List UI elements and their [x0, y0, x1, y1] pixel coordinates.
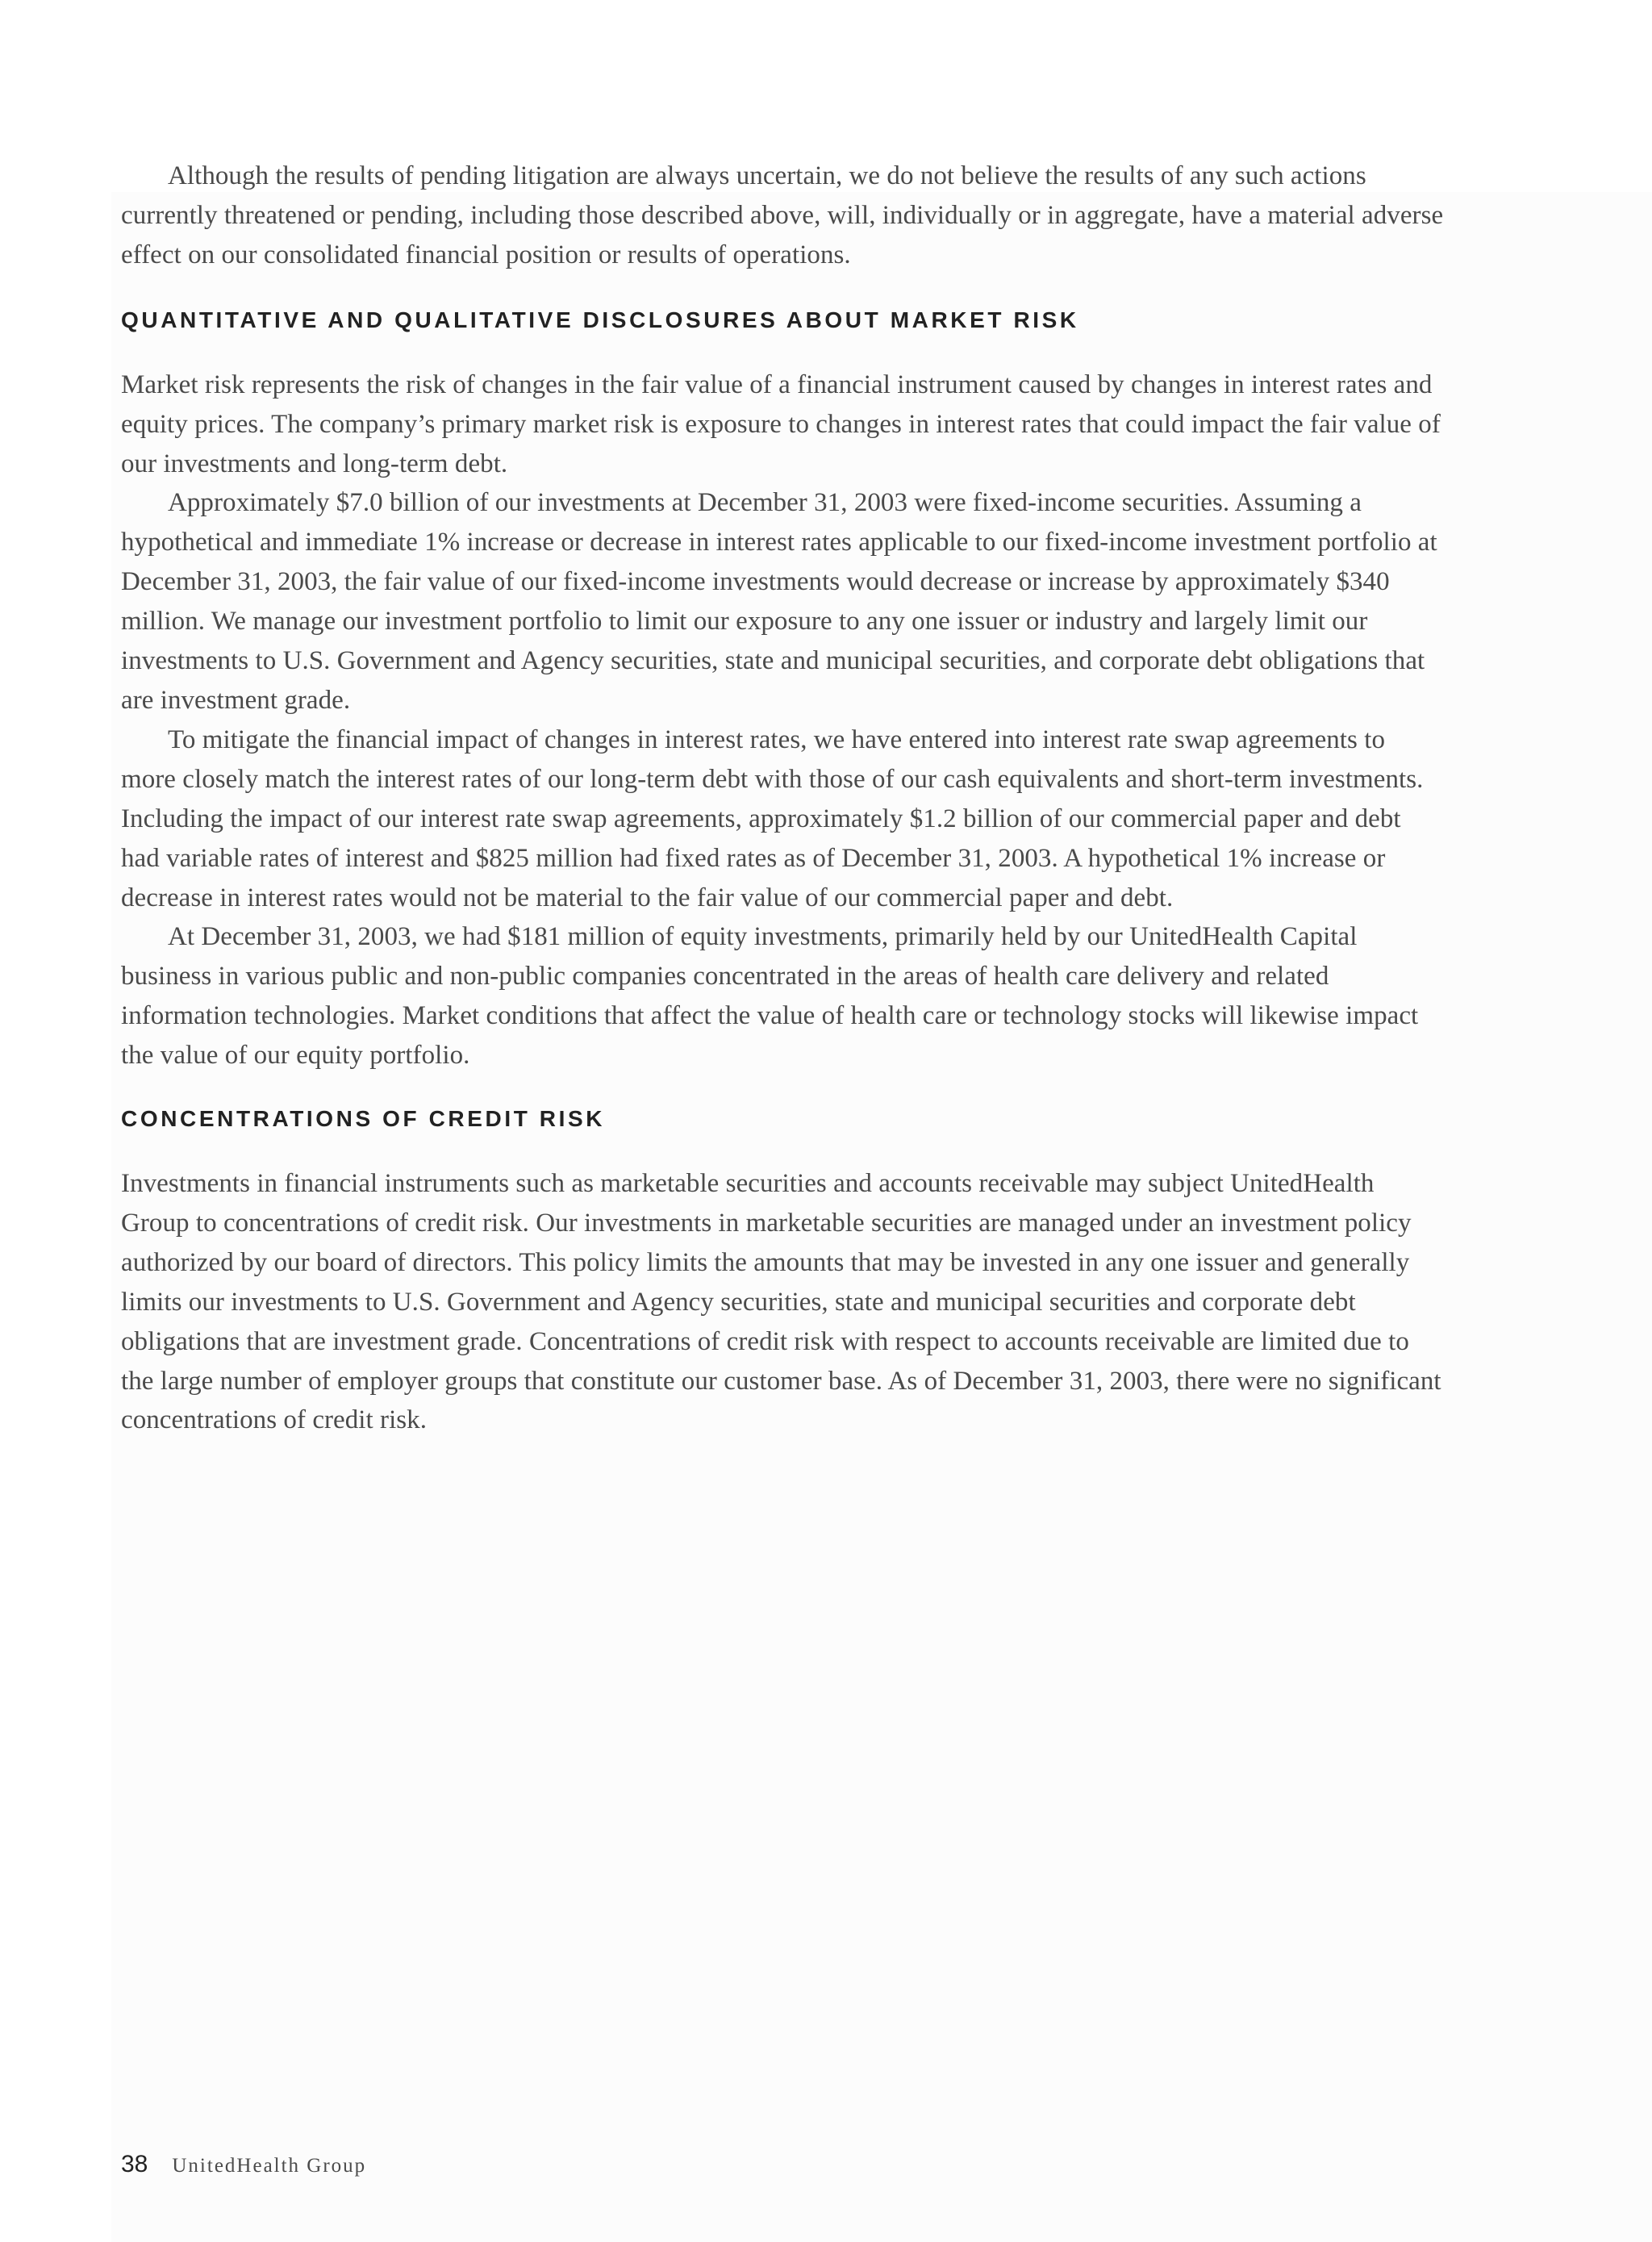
credit-risk-heading: CONCENTRATIONS OF CREDIT RISK: [121, 1106, 606, 1132]
interest-rate-swap-paragraph: To mitigate the financial impact of changes in interest rates, we have entered into interest rate swap agreements to more closely match the interest rates of our long-term debt with those of our cash equivalents and short-term investments. Including the impact of our interest rate swap agreements, approximately $1.2 billion of our commercial paper and debt had variable rates of interest and $825 million had fixed rates as of December 31, 2003. A hypothetical 1% increase or decrease in interest rates would not be material to the fair value of our commercial paper and debt.: [121, 724, 1424, 912]
litigation-paragraph: Although the results of pending litigation are always uncertain, we do not believe the results of any such actions currently threatened or pending, including those described above, will, individually or in aggregate, have a material adverse effect on our consolidated financial position or results of operations.: [121, 161, 1444, 269]
page-number: 38: [121, 2151, 148, 2177]
page-footer: [121, 2151, 366, 2183]
body-text: [121, 157, 1444, 1440]
company-name: UnitedHealth Group: [172, 2155, 367, 2177]
credit-risk-paragraph: Investments in financial instruments such as marketable securities and accounts receivable may subject UnitedHealth Group to concentrations of credit risk. Our investments in marketable securities are managed under an investment policy authorized by our board of directors. This policy limits the amounts that may be invested in any one issuer and generally limits our investments to U.S. Government and Agency securities, state and municipal securities and corporate debt obligations that are investment grade. Concentrations of credit risk with respect to accounts receivable are limited due to the large number of employer groups that constitute our customer base. As of December 31, 2003, there were no significant concentrations of credit risk.: [121, 1169, 1441, 1435]
market-risk-intro-paragraph: Market risk represents the risk of changes in the fair value of a financial instrument caused by changes in interest rates and equity prices. The company’s primary market risk is exposure to changes in interest rates that could impact the fair value of our investments and long-term debt.: [121, 369, 1441, 478]
fixed-income-paragraph: Approximately $7.0 billion of our investments at December 31, 2003 were fixed-income securities. Assuming a hypothetical and immediate 1% increase or decrease in interest rates applicable to our fixed-income investment portfolio at December 31, 2003, the fair value of our fixed-income investments would decrease or increase by approximately $340 million. We manage our investment portfolio to limit our exposure to any one issuer or industry and largely limit our investments to U.S. Government and Agency securities, state and municipal securities, and corporate debt obligations that are investment grade.: [121, 488, 1437, 715]
equity-investments-paragraph: At December 31, 2003, we had $181 million of equity investments, primarily held by our UnitedHealth Capital business in various public and non-public companies concentrated in the areas of health care delivery and related information technologies. Market conditions that affect the value of health care or technology stocks will likewise impact the value of our equity portfolio.: [121, 922, 1419, 1071]
market-risk-heading: QUANTITATIVE AND QUALITATIVE DISCLOSURES ABOUT MARKET RISK: [121, 307, 1079, 332]
